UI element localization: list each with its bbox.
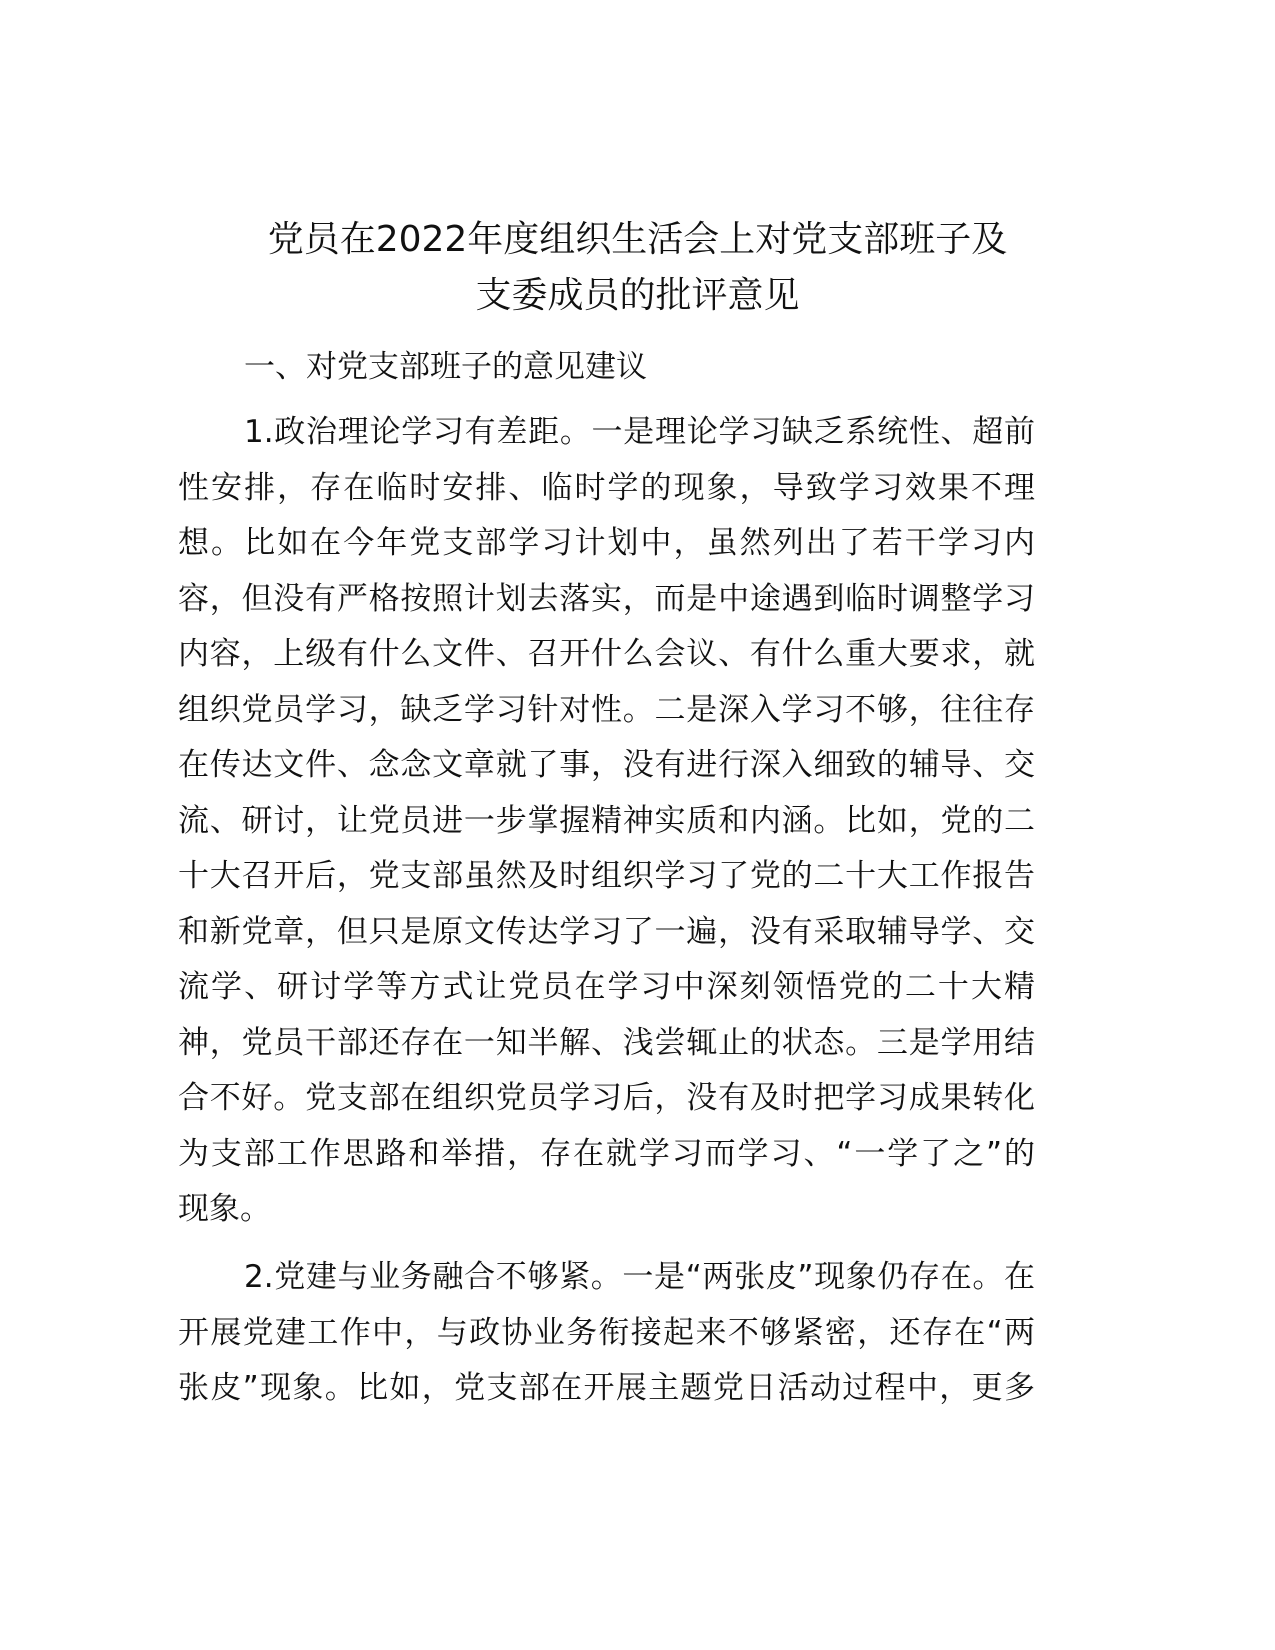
text-line: 神，党员干部还存在一知半解、浅尝辄止的状态。三是学用结 xyxy=(178,1024,1035,1061)
text-line: 想。比如在今年党支部学习计划中，虽然列出了若干学习内 xyxy=(178,525,1035,561)
text-line: 和新党章，但只是原文传达学习了一遍，没有采取辅导学、交 xyxy=(178,913,1035,950)
paragraph-1 xyxy=(178,405,1035,1238)
text-line: 流、研讨，让党员进一步掌握精神实质和内涵。比如，党的二 xyxy=(178,802,1035,839)
section-heading: 一、对党支部班子的意见建议 xyxy=(244,349,647,385)
paragraph-2 xyxy=(178,1250,1035,1417)
text-line: 在传达文件、念念文章就了事，没有进行深入细致的辅导、交 xyxy=(178,747,1035,783)
text-line: 1.政治理论学习有差距。一是理论学习缺乏系统性、超前 xyxy=(244,414,1035,450)
text-line: 2.党建与业务融合不够紧。一是“两张皮”现象仍存在。在 xyxy=(244,1259,1035,1295)
text-line: 为支部工作思路和举措，存在就学习而学习、“一学了之”的 xyxy=(178,1135,1035,1172)
text-line: 现象。 xyxy=(178,1191,271,1227)
title-line-2: 支委成员的批评意见 xyxy=(475,275,800,316)
title-line-1: 党员在2022年度组织生活会上对党支部班子及 xyxy=(267,219,1008,260)
text-line: 性安排，存在临时安排、临时学的现象，导致学习效果不理 xyxy=(178,469,1035,506)
text-line: 容，但没有严格按照计划去落实，而是中途遇到临时调整学习 xyxy=(178,580,1035,617)
text-line: 组织党员学习，缺乏学习针对性。二是深入学习不够，往往存 xyxy=(178,691,1035,728)
document-title xyxy=(150,212,1125,324)
text-line: 内容，上级有什么文件、召开什么会议、有什么重大要求，就 xyxy=(178,636,1035,672)
text-line: 流学、研讨学等方式让党员在学习中深刻领悟党的二十大精 xyxy=(178,969,1035,1005)
text-line: 开展党建工作中，与政协业务衔接起来不够紧密，还存在“两 xyxy=(178,1314,1035,1351)
text-line: 张皮”现象。比如，党支部在开展主题党日活动过程中，更多 xyxy=(178,1370,1035,1406)
text-line: 合不好。党支部在组织党员学习后，没有及时把学习成果转化 xyxy=(178,1080,1035,1116)
text-line: 十大召开后，党支部虽然及时组织学习了党的二十大工作报告 xyxy=(178,858,1035,894)
